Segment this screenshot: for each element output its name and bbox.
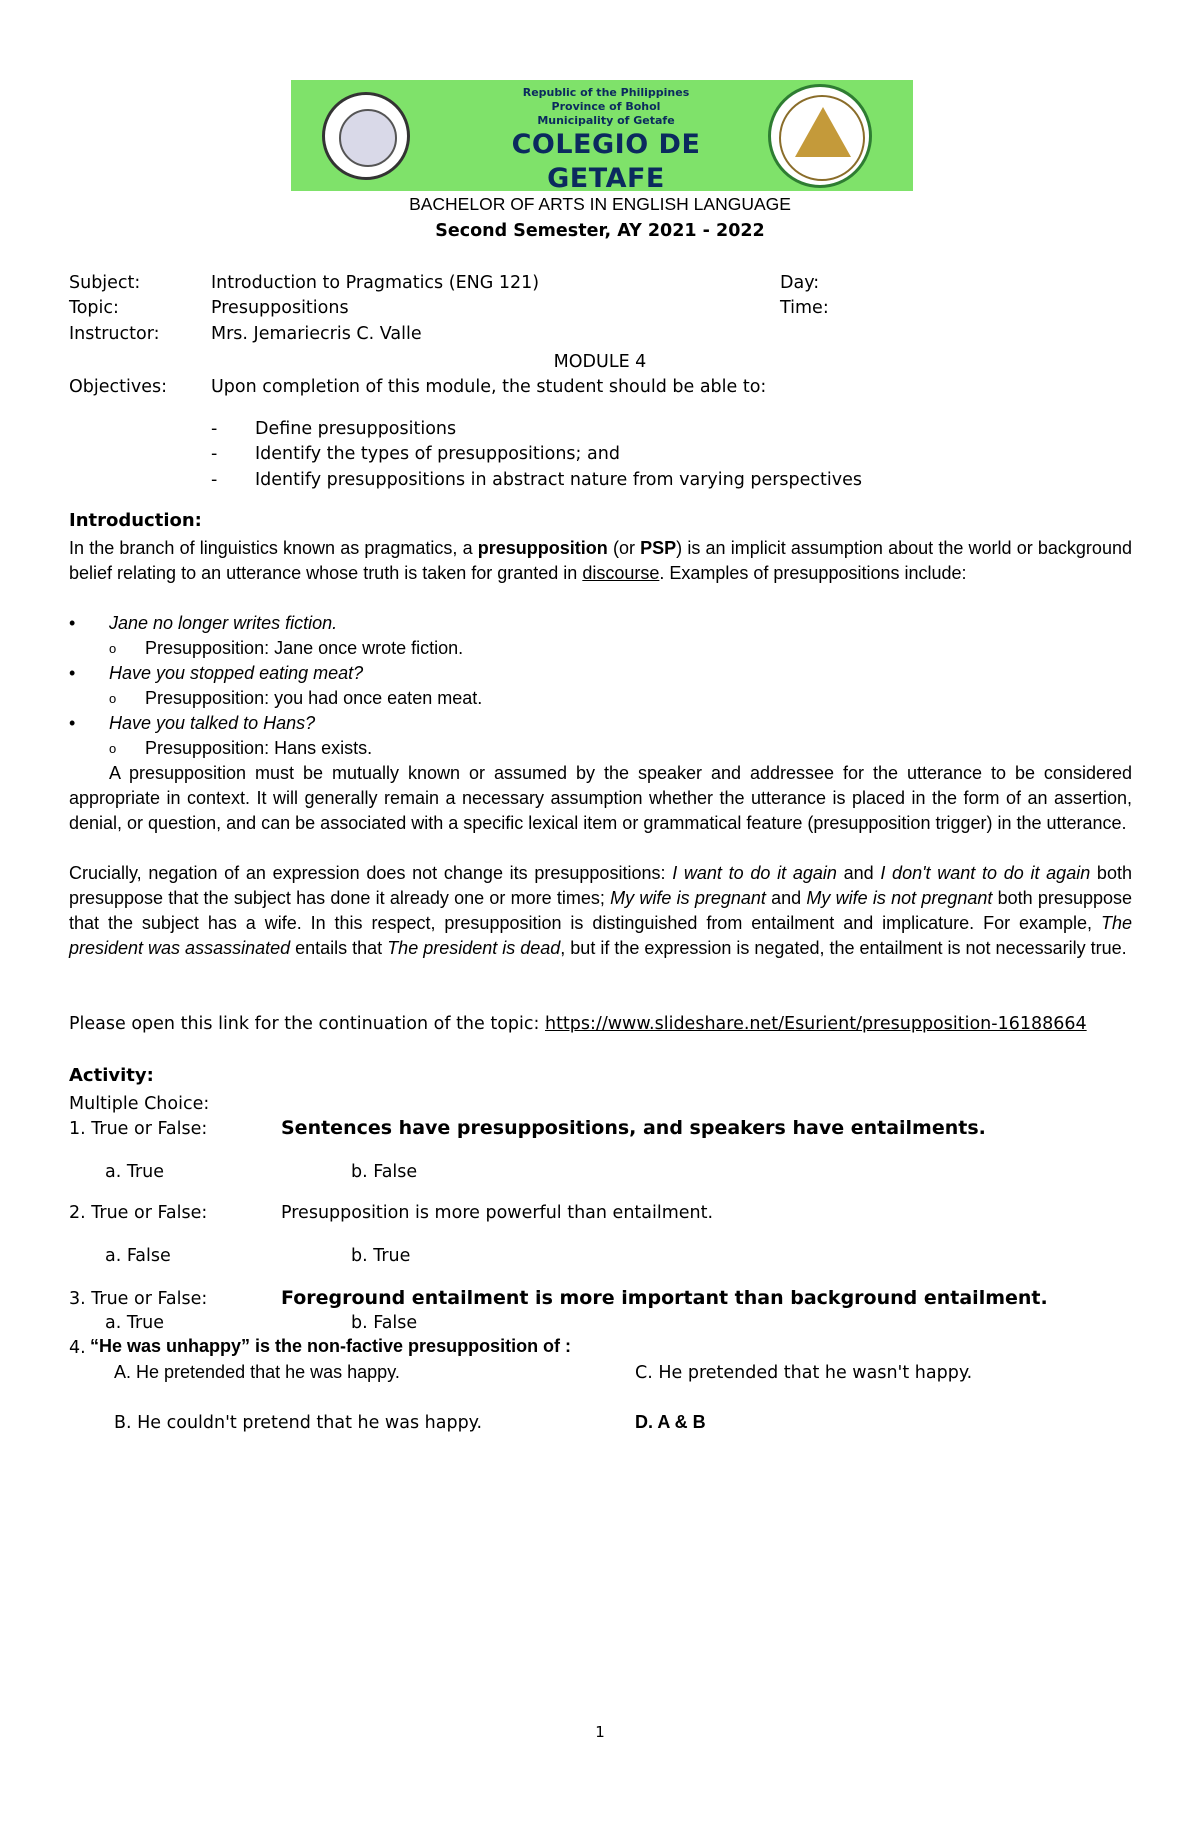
program-title: BACHELOR OF ARTS IN ENGLISH LANGUAGE xyxy=(409,194,791,214)
activity-subheading: Multiple Choice: xyxy=(69,1094,210,1114)
objectives-intro: Upon completion of this module, the student should be able to: xyxy=(211,377,767,397)
school-name: COLEGIO DE GETAFE xyxy=(511,129,701,191)
topic-value: Presuppositions xyxy=(211,298,349,318)
question-3-label: 3. True or False: xyxy=(69,1289,208,1309)
question-1-text: Sentences have presuppositions, and speakers have entailments. xyxy=(281,1117,986,1139)
sub-bullet: o xyxy=(109,691,117,706)
example-presupposition: Presupposition: Hans exists. xyxy=(145,738,373,758)
example-presupposition: Presupposition: Jane once wrote fiction. xyxy=(145,638,464,658)
objective-dash: - xyxy=(211,470,218,490)
page-number: 1 xyxy=(595,1723,605,1741)
day-label: Day: xyxy=(780,273,820,293)
objective-item: Define presuppositions xyxy=(255,419,457,439)
question-3-text: Foreground entailment is more important than background entailment. xyxy=(281,1287,1048,1309)
objective-item: Identify presuppositions in abstract nature from varying perspectives xyxy=(255,470,863,490)
question-2-label: 2. True or False: xyxy=(69,1203,208,1223)
question-3-option-b[interactable]: b. False xyxy=(351,1313,418,1333)
example-sentence: Have you stopped eating meat? xyxy=(109,663,364,683)
instructor-value: Mrs. Jemariecris C. Valle xyxy=(211,324,422,344)
slideshare-link[interactable]: https://www.slideshare.net/Esurient/presupposition-16188664 xyxy=(544,1014,1087,1034)
module-title: MODULE 4 xyxy=(553,352,647,372)
discourse-link[interactable]: discourse xyxy=(582,563,660,583)
banner-line-2: Province of Bohol xyxy=(551,100,661,113)
time-label: Time: xyxy=(780,298,829,318)
question-4-option-d[interactable]: D. A & B xyxy=(635,1412,706,1432)
intro-paragraph-3: Crucially, negation of an expression does not change its presuppositions: I want to do it again and I don't want to do it again both presuppose that the subject has done it already one or more times; My wife is pregnant and My wife is not pregnant both presuppose that the subject has a wife. In this respect, presupposition is distinguished from entailment and implicature. For example, The president was assassinated entails that The president is dead, but if the expression is negated, the entailment is not necessarily true. xyxy=(69,863,1132,958)
question-4-option-a[interactable]: A. He pretended that he was happy. xyxy=(114,1362,400,1382)
banner-line-1: Republic of the Philippines xyxy=(522,86,690,99)
intro-heading: Introduction: xyxy=(69,510,202,531)
question-2-option-b[interactable]: b. True xyxy=(351,1246,411,1266)
objective-dash: - xyxy=(211,419,218,439)
banner-line-3: Municipality of Getafe xyxy=(537,114,675,127)
objective-item: Identify the types of presuppositions; and xyxy=(255,444,620,464)
question-2-text: Presupposition is more powerful than entailment. xyxy=(281,1203,714,1223)
question-4-option-c[interactable]: C. He pretended that he wasn't happy. xyxy=(635,1363,973,1383)
intro-paragraph-1: In the branch of linguistics known as pragmatics, a presupposition (or PSP) is an implicit assumption about the world or background belief relating to an utterance whose truth is taken for granted in discourse. Examples of presuppositions include: xyxy=(69,538,1132,583)
continuation-note: Please open this link for the continuation of the topic: https://www.slideshare.net/Esurient/presupposition-16188664 xyxy=(69,1014,1087,1034)
sub-bullet: o xyxy=(109,741,117,756)
subject-label: Subject: xyxy=(69,273,141,293)
list-bullet: • xyxy=(69,663,76,683)
example-presupposition: Presupposition: you had once eaten meat. xyxy=(145,688,483,708)
activity-heading: Activity: xyxy=(69,1065,154,1086)
sub-bullet: o xyxy=(109,641,117,656)
example-sentence: Have you talked to Hans? xyxy=(109,713,316,733)
question-4-option-b[interactable]: B. He couldn't pretend that he was happy. xyxy=(114,1413,483,1433)
list-bullet: • xyxy=(69,713,76,733)
banner-text xyxy=(461,86,751,191)
semester-title: Second Semester, AY 2021 - 2022 xyxy=(435,221,765,241)
question-1-option-b[interactable]: b. False xyxy=(351,1162,418,1182)
college-seal-logo xyxy=(768,84,872,188)
question-1-label: 1. True or False: xyxy=(69,1119,208,1139)
question-3-option-a[interactable]: a. True xyxy=(105,1313,165,1333)
getafe-seal-logo xyxy=(322,92,410,180)
subject-value: Introduction to Pragmatics (ENG 121) xyxy=(211,273,540,293)
instructor-label: Instructor: xyxy=(69,324,160,344)
question-4-number: 4. xyxy=(69,1338,86,1358)
objective-dash: - xyxy=(211,444,218,464)
question-2-option-a[interactable]: a. False xyxy=(105,1246,171,1266)
intro-paragraph-2: A presupposition must be mutually known or assumed by the speaker and addressee for the utterance to be considered appropriate in context. It will generally remain a necessary assumption whether the utterance is placed in the form of an assertion, denial, or question, and can be associated with a specific lexical item or grammatical feature (presupposition trigger) in the utterance. xyxy=(69,763,1132,833)
example-sentence: Jane no longer writes fiction. xyxy=(109,613,338,633)
school-banner xyxy=(291,80,913,191)
list-bullet: • xyxy=(69,613,76,633)
question-4-text: “He was unhappy” is the non-factive presupposition of : xyxy=(90,1336,572,1356)
topic-label: Topic: xyxy=(69,298,119,318)
question-1-option-a[interactable]: a. True xyxy=(105,1162,165,1182)
objectives-label: Objectives: xyxy=(69,377,167,397)
